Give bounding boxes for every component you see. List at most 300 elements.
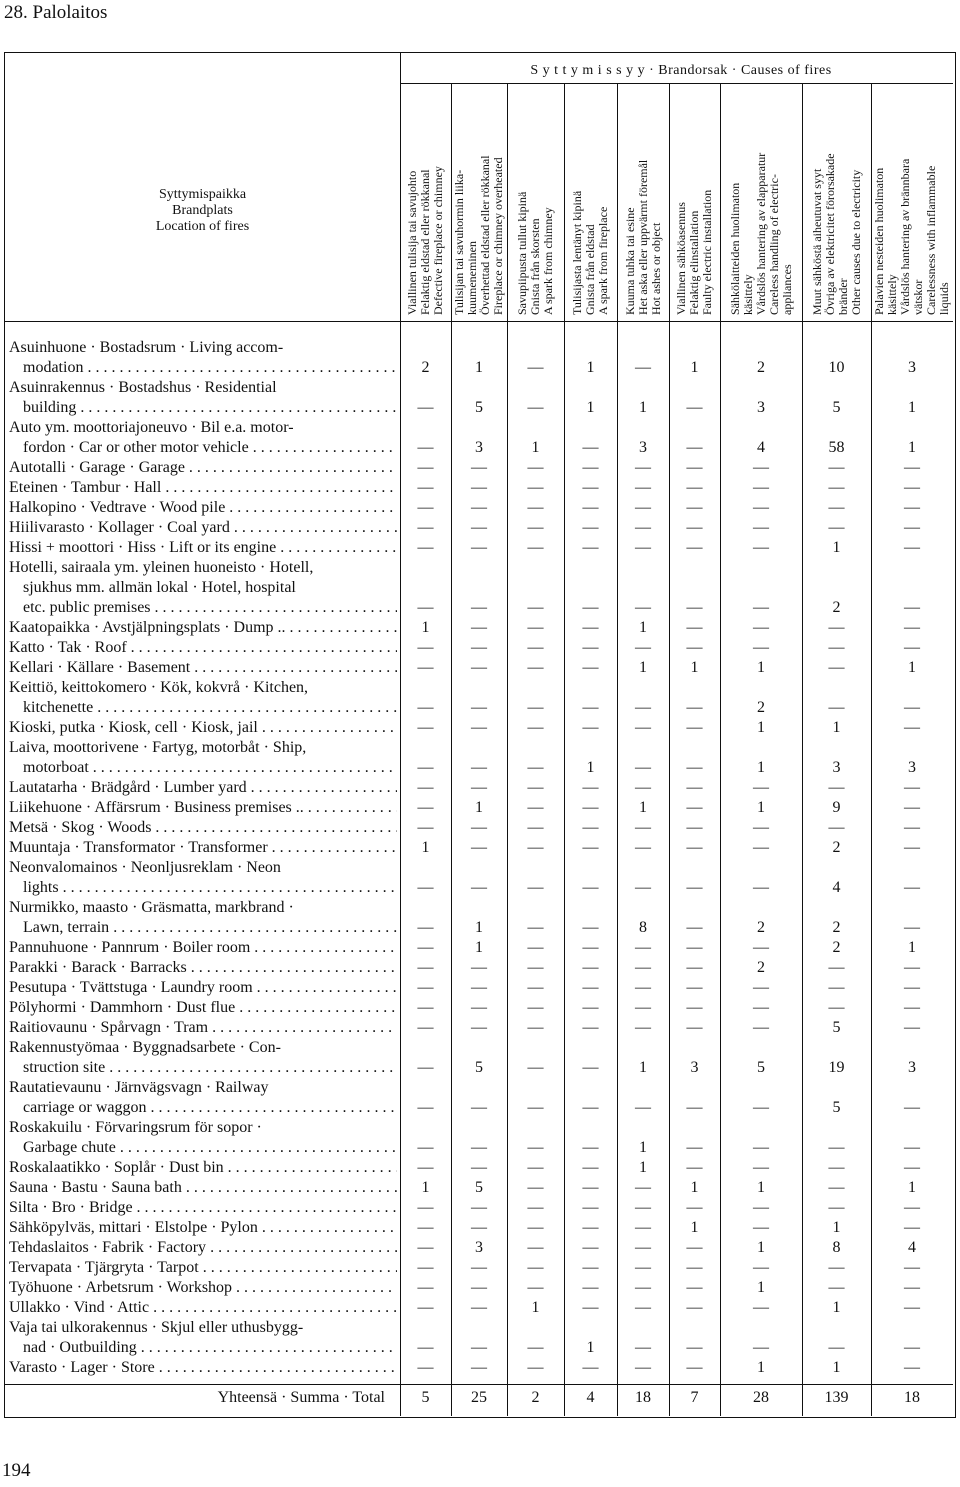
table-cell: 1 [639,659,647,676]
row-label [9,638,397,658]
table-cell: — [417,1299,434,1316]
table-cell: — [904,459,920,476]
table-cell: 3 [908,1059,916,1076]
table-cell: — [471,639,487,656]
row-label-line: Katto · Tak · Roof . . . [9,638,397,658]
table-cell: — [828,1199,845,1216]
table-cell: — [904,879,920,896]
row-label-line: Asuinhuone · Bostadsrum · Living accom- [9,339,284,356]
table-cell: — [417,959,434,976]
table-cell: — [635,699,651,716]
table-cell: — [527,539,544,556]
table-cell: — [582,459,599,476]
row-label-line: Lawn, terrain . . . [9,918,397,938]
table-cell: — [686,1299,703,1316]
table-cell: — [686,1099,703,1116]
row-label-line: Hissi + moottori · Hiss · Lift or its engine . . . [9,538,397,558]
table-cell: 1 [832,1299,841,1316]
table-cell: — [753,1159,769,1176]
table-cell: — [686,459,703,476]
table-row [5,1258,957,1278]
table-cell: — [686,639,703,656]
table-cell: — [686,839,703,856]
table-cell: — [582,1059,599,1076]
row-label-line: kitchenette . . . [9,698,397,718]
row-label [9,1158,397,1178]
table-cell: 2 [832,839,841,856]
table-cell: 1 [531,1299,540,1316]
table-cell: — [635,1299,651,1316]
table-cell: — [527,499,544,516]
table-cell: — [527,479,544,496]
table-cell: — [753,819,769,836]
column-header-line: Defective fireplace or chimney [431,166,445,315]
table-cell: — [582,1279,599,1296]
table-cell: 5 [475,1059,483,1076]
row-label-line: Keittiö, keittokomero · Kök, kokvrå · Kitchen, [9,679,309,696]
row-label-line: lights . . . [9,878,397,898]
table-cell: 1 [586,1339,595,1356]
table-cell: 8 [639,919,647,936]
table-cell: 8 [832,1239,841,1256]
table-row [5,718,957,738]
table-row [5,978,957,998]
table-cell: — [686,1199,703,1216]
row-label-line: Hotelli, sairaala ym. yleinen huoneisto · Hotell, [9,559,314,576]
table-row [5,618,957,638]
table-cell: — [686,479,703,496]
column-header-line: Faulty electric installation [700,189,714,315]
table-cell: — [582,539,599,556]
column-header-line: Carelessness with inflammable [924,165,938,315]
table-cell: — [417,1059,434,1076]
column-divider [617,83,618,1416]
table-cell: — [686,939,703,956]
column-divider [507,83,508,1416]
table-cell: — [635,539,651,556]
column-header-line: Kuuma tuhka tai esine [622,207,637,315]
table-cell: — [417,699,434,716]
table-cell: — [686,779,703,796]
table-cell: — [582,779,599,796]
table-row [5,338,957,378]
table-cell: 1 [757,799,765,816]
row-label-line: Varasto · Lager · Store . . . [9,1358,397,1378]
row-label-line: sjukhus mm. allmän lokal · Hotel, hospital [23,579,296,596]
table-cell: 4 [908,1239,916,1256]
table-cell: — [527,1239,544,1256]
table-cell: — [635,1339,651,1356]
table-cell: — [527,599,544,616]
table-cell: 1 [639,619,647,636]
table-cell: — [753,519,769,536]
table-cell: — [828,1279,845,1296]
table-row [5,1018,957,1038]
table-cell: — [471,619,487,636]
table-cell: — [635,359,651,376]
table-cell: — [753,939,769,956]
row-label-line: Laiva, moottorivene · Fartyg, motorbåt · Ship, [9,739,307,756]
table-cell: — [471,759,487,776]
row-label [9,678,397,718]
table-cell: — [582,599,599,616]
table-cell: — [417,639,434,656]
table-cell: — [582,639,599,656]
table-cell: — [471,779,487,796]
table-row [5,1218,957,1238]
column-header-line: Gnista från skorsten [528,218,542,315]
table-cell: — [904,919,920,936]
table-cell: 2 [832,939,841,956]
table-cell: — [686,879,703,896]
total-cell: 5 [421,1389,430,1406]
table-cell: — [635,499,651,516]
table-cell: — [904,1299,920,1316]
table-cell: — [417,879,434,896]
table-cell: — [753,459,769,476]
row-label-line: etc. public premises . . . [9,598,397,618]
table-cell: 1 [421,839,430,856]
table-cell: — [471,1259,487,1276]
table-cell: — [635,1019,651,1036]
table-cell: — [686,1019,703,1036]
table-cell: — [686,759,703,776]
table-cell: 2 [832,919,841,936]
table-cell: — [417,819,434,836]
table-row [5,1318,957,1358]
row-label [9,1318,397,1358]
row-label [9,1358,397,1378]
table-cell: — [417,979,434,996]
table-cell: — [582,919,599,936]
column-divider [669,83,670,1416]
table-cell: 1 [832,1219,841,1236]
table-cell: — [527,1359,544,1376]
table-cell: — [582,1099,599,1116]
table-cell: — [527,1259,544,1276]
total-cell: 18 [904,1389,920,1406]
table-cell: — [582,999,599,1016]
row-label [9,978,397,998]
row-label [9,338,397,378]
table-cell: 3 [908,359,916,376]
table-cell: — [904,619,920,636]
table-cell: — [582,1019,599,1036]
row-label [9,1198,397,1218]
table-cell: — [417,759,434,776]
statistics-table [4,52,956,1418]
table-row [5,518,957,538]
table-cell: — [753,1219,769,1236]
table-cell: — [582,1239,599,1256]
table-cell: — [904,519,920,536]
table-cell: — [471,519,487,536]
table-cell: — [828,1339,845,1356]
column-header [873,87,951,315]
row-label [9,938,397,958]
table-cell: 1 [908,399,916,416]
table-cell: — [904,1279,920,1296]
table-cell: — [904,1259,920,1276]
table-cell: — [527,619,544,636]
table-cell: — [417,599,434,616]
column-header-line: Vårdslös hantering av brännbara [898,158,912,315]
table-cell: — [753,1299,769,1316]
table-row [5,1238,957,1258]
table-cell: — [904,1359,920,1376]
table-cell: — [527,779,544,796]
total-cell: 28 [753,1389,769,1406]
table-cell: — [582,719,599,736]
table-cell: — [471,1159,487,1176]
row-label [9,1218,397,1238]
table-cell: — [686,519,703,536]
total-row [5,1388,957,1410]
table-cell: 10 [828,359,845,376]
row-label-line: Vaja tai ulkorakennus · Skjul eller uthusbygg- [9,1319,304,1336]
table-cell: — [904,1339,920,1356]
table-cell: — [417,1019,434,1036]
table-cell: — [635,979,651,996]
table-row [5,1038,957,1078]
table-cell: — [471,479,487,496]
row-label-line: Sähköpylväs, mittari · Elstolpe · Pylon . . . [9,1218,397,1238]
table-cell: 1 [531,439,540,456]
column-header-line: Vårdslös hantering av elapparatur [753,152,768,315]
table-cell: — [417,1359,434,1376]
total-cell: 18 [635,1389,651,1406]
row-label-line: Eteinen · Tambur · Hall . . . [9,478,397,498]
table-cell: 2 [757,919,765,936]
table-cell: — [527,939,544,956]
table-row [5,938,957,958]
table-cell: — [527,639,544,656]
row-label [9,1118,397,1158]
table-cell: — [904,1019,920,1036]
table-cell: 5 [757,1059,765,1076]
table-cell: — [527,1339,544,1356]
table-cell: 3 [908,759,916,776]
column-header-line: bränder [835,278,850,315]
row-label [9,478,397,498]
table-cell: — [753,1259,769,1276]
table-cell: — [527,659,544,676]
table-cell: — [635,1099,651,1116]
row-label [9,558,397,618]
table-cell: — [417,1159,434,1176]
table-row [5,958,957,978]
table-cell: — [828,1159,845,1176]
row-label [9,998,397,1018]
column-header [675,87,714,315]
row-label-line: Kioski, putka · Kiosk, cell · Kiosk, jail . . . [9,718,397,738]
table-cell: — [686,499,703,516]
table-cell: — [417,659,434,676]
table-cell: — [686,1279,703,1296]
table-cell: — [417,479,434,496]
table-cell: 1 [586,399,595,416]
table-cell: — [471,1139,487,1156]
table-cell: — [904,979,920,996]
table-cell: — [527,1199,544,1216]
table-cell: — [582,819,599,836]
column-header [453,87,505,315]
row-label-line: Halkopino · Vedtrave · Wood pile . . . [9,498,397,518]
table-cell: 3 [475,1239,483,1256]
table-cell: — [635,1259,651,1276]
table-cell: — [828,519,845,536]
table-cell: — [686,599,703,616]
table-cell: — [417,919,434,936]
row-label-line: Pannuhuone · Pannrum · Boiler room . . . [9,938,397,958]
table-cell: 2 [757,359,765,376]
total-rule [5,1384,953,1385]
table-cell: 1 [639,1139,647,1156]
table-cell: 1 [690,1179,699,1196]
table-cell: — [527,999,544,1016]
row-label-line: Tehdaslaitos · Fabrik · Factory . . . [9,1238,397,1258]
table-cell: 1 [475,919,483,936]
table-cell: — [828,499,845,516]
table-cell: 1 [832,539,841,556]
table-cell: 1 [757,1179,765,1196]
table-row [5,378,957,418]
table-cell: — [753,779,769,796]
row-label-line: Pesutupa · Tvättstuga · Laundry room . . . [9,978,397,998]
table-cell: 3 [639,439,647,456]
table-cell: — [635,1219,651,1236]
row-label [9,378,397,418]
table-cell: — [904,639,920,656]
table-cell: — [471,959,487,976]
table-cell: — [582,1359,599,1376]
table-cell: — [753,979,769,996]
table-cell: — [417,439,434,456]
row-label [9,738,397,778]
table-cell: — [417,399,434,416]
row-label [9,1178,397,1198]
table-cell: 1 [475,939,483,956]
table-row [5,558,957,618]
row-label [9,798,397,818]
table-cell: — [828,659,845,676]
table-cell: — [582,1199,599,1216]
table-cell: 1 [639,1159,647,1176]
total-cell: 25 [471,1389,487,1406]
location-header-line: Syttymispaikka [158,187,247,202]
total-label-text: Yhteensä · Summa · Total [217,1389,385,1406]
column-header [729,87,794,315]
row-label-line: fordon · Car or other motor vehicle . . . [9,438,397,458]
table-cell: — [527,519,544,536]
table-row [5,898,957,938]
table-cell: 5 [832,1099,841,1116]
table-cell: 3 [832,759,841,776]
table-cell: — [753,499,769,516]
table-row [5,1278,957,1298]
table-cell: — [686,819,703,836]
column-header-line: käsittely [885,274,899,315]
table-cell: — [904,599,920,616]
table-cell: — [686,1239,703,1256]
table-cell: — [753,1019,769,1036]
table-cell: — [686,959,703,976]
table-cell: — [527,759,544,776]
table-row [5,1078,957,1118]
table-cell: 2 [757,959,765,976]
row-label [9,1238,397,1258]
row-label [9,538,397,558]
table-cell: 1 [908,659,916,676]
column-divider [564,83,565,1416]
row-label [9,1278,397,1298]
row-label [9,498,397,518]
table-cell: 19 [828,1059,845,1076]
row-label-line: Metsä · Skog · Woods . . . [9,818,397,838]
column-header-line: Palavien nesteiden huolimaton [872,167,886,315]
row-label-line: Liikehuone · Affärsrum · Business premises .. . . . [9,798,397,818]
row-label-line: Ullakko · Vind · Attic . . . [9,1298,397,1318]
table-cell: — [753,839,769,856]
table-cell: 5 [832,399,841,416]
table-row [5,1158,957,1178]
table-row [5,778,957,798]
row-label-line: Nurmikko, maasto · Gräsmatta, markbrand · [9,899,294,916]
total-cell: 139 [824,1389,849,1406]
table-cell: — [635,1179,651,1196]
table-cell: — [582,1159,599,1176]
table-cell: — [686,539,703,556]
total-cell: 2 [531,1389,540,1406]
table-cell: — [417,799,434,816]
table-cell: — [753,879,769,896]
column-header [571,87,610,315]
table-cell: — [471,839,487,856]
table-cell: — [582,1219,599,1236]
table-cell: — [417,1259,434,1276]
table-cell: — [828,779,845,796]
row-label-line: Asuinrakennus · Bostadshus · Residential [9,379,277,396]
table-cell: 3 [757,399,765,416]
table-cell: — [471,819,487,836]
row-label-line: motorboat . . . [9,758,397,778]
table-cell: — [828,979,845,996]
table-cell: — [582,479,599,496]
table-cell: — [635,479,651,496]
table-cell: — [417,1239,434,1256]
table-cell: — [828,459,845,476]
table-cell: — [582,1299,599,1316]
table-cell: 1 [586,359,595,376]
location-header-line: Location of fires [155,219,250,234]
table-row [5,1118,957,1158]
row-label-line: struction site . . . [9,1058,397,1078]
table-cell: — [527,1279,544,1296]
table-cell: — [471,699,487,716]
table-cell: — [527,359,544,376]
table-cell: — [471,1199,487,1216]
table-cell: — [527,839,544,856]
table-cell: — [904,539,920,556]
table-cell: — [471,1219,487,1236]
table-cell: — [635,1359,651,1376]
row-label-line: Neonvalomainos · Neonljusreklam · Neon [9,859,281,876]
table-cell: 2 [421,359,430,376]
table-cell: — [527,459,544,476]
column-header-line: A spark from chimney [541,207,555,315]
table-cell: — [417,1339,434,1356]
table-cell: — [904,479,920,496]
